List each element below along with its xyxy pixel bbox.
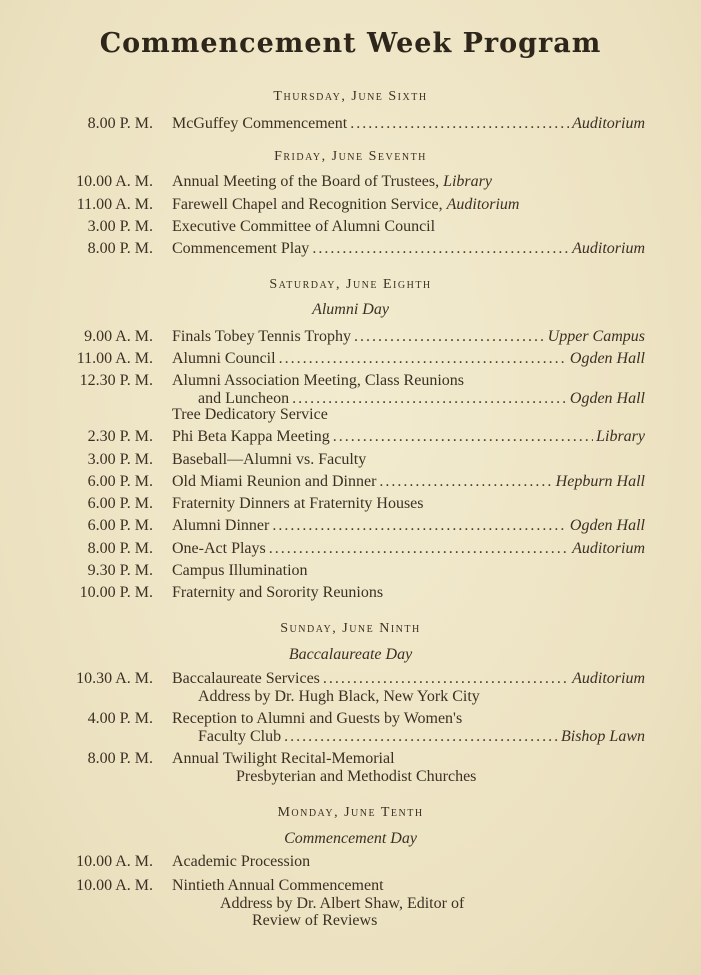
- dot-leader: [333, 428, 593, 446]
- event-continuation: Presbyterian and Methodist Churches: [236, 768, 477, 785]
- dot-leader: [292, 390, 567, 408]
- event-continuation: Review of Reviews: [252, 912, 378, 929]
- dot-leader: [323, 670, 569, 688]
- event-location: Ogden Hall: [569, 390, 645, 407]
- event-row: [0, 562, 701, 584]
- event-continuation: Address by Dr. Albert Shaw, Editor of: [220, 895, 465, 912]
- event-continuation: Faculty Club: [198, 728, 282, 745]
- day-heading-sunday: Sunday, June Ninth: [280, 621, 421, 636]
- event-title: Baccalaureate Services: [172, 670, 320, 687]
- event-title: Nintieth Annual Commencement: [172, 877, 384, 894]
- event-continuation: Address by Dr. Hugh Black, New York City: [198, 688, 480, 705]
- event-title: Commencement Play: [172, 240, 310, 257]
- event-row: [0, 428, 701, 450]
- event-location: Library: [596, 428, 645, 445]
- event-time: 2.30 P. M.: [87, 428, 153, 445]
- event-title: Campus Illumination: [172, 562, 308, 579]
- event-title: Alumni Association Meeting, Class Reunions: [172, 372, 464, 389]
- event-time: 6.00 P. M.: [87, 517, 153, 534]
- day-heading-monday: Monday, June Tenth: [277, 805, 424, 820]
- event-row: [0, 196, 701, 218]
- event-row-continued: [0, 728, 701, 750]
- event-title: Reception to Alumni and Guests by Women's: [172, 710, 463, 727]
- day-subheading: Commencement Day: [284, 830, 417, 847]
- event-row: [0, 517, 701, 539]
- event-row: [0, 473, 701, 495]
- event-location: Auditorium: [446, 196, 520, 213]
- event-time: 10.00 A. M.: [76, 853, 153, 870]
- event-title: Annual Meeting of the Board of Trustees,: [172, 173, 440, 190]
- event-location: Auditorium: [572, 240, 645, 257]
- dot-leader: [379, 473, 552, 491]
- event-time: 3.00 P. M.: [87, 218, 153, 235]
- event-title: Alumni Dinner: [172, 517, 270, 534]
- event-title: Academic Procession: [172, 853, 311, 870]
- event-time: 3.00 P. M.: [87, 451, 153, 468]
- event-title: Alumni Council: [172, 350, 276, 367]
- dot-leader: [354, 328, 545, 346]
- day-subheading: Alumni Day: [312, 301, 389, 318]
- event-time: 10.00 A. M.: [76, 173, 153, 190]
- event-location: Upper Campus: [547, 328, 645, 345]
- event-row: [0, 115, 701, 137]
- event-time: 9.00 A. M.: [84, 328, 153, 345]
- dot-leader: [312, 240, 569, 258]
- dot-leader: [350, 115, 569, 133]
- event-time: 11.00 A. M.: [76, 196, 153, 213]
- event-location: Auditorium: [572, 540, 645, 557]
- day-heading-saturday: Saturday, June Eighth: [269, 277, 432, 292]
- event-row: [0, 328, 701, 350]
- event-location: Ogden Hall: [569, 350, 645, 367]
- event-title: Fraternity and Sorority Reunions: [172, 584, 384, 601]
- event-row-continued: [0, 390, 701, 412]
- event-time: 8.00 P. M.: [87, 115, 153, 132]
- event-continuation: Tree Dedicatory Service: [172, 406, 328, 423]
- dot-leader: [272, 517, 567, 535]
- event-title: Annual Twilight Recital-Memorial: [172, 750, 395, 767]
- event-location: Auditorium: [572, 670, 645, 687]
- page-title: Commencement Week Program: [99, 28, 602, 59]
- event-location: Hepburn Hall: [555, 473, 645, 490]
- event-time: 8.00 P. M.: [87, 750, 153, 767]
- event-location: Auditorium: [572, 115, 645, 132]
- dot-leader: [284, 728, 558, 746]
- event-row: [0, 173, 701, 195]
- event-location: Ogden Hall: [569, 517, 645, 534]
- event-row: [0, 540, 701, 562]
- event-location: Library: [443, 173, 492, 190]
- event-time: 8.00 P. M.: [87, 240, 153, 257]
- event-time: 11.00 A. M.: [76, 350, 153, 367]
- event-row: [0, 495, 701, 517]
- event-time: 4.00 P. M.: [87, 710, 153, 727]
- event-title: One-Act Plays: [172, 540, 266, 557]
- event-time: 6.00 P. M.: [87, 495, 153, 512]
- event-row: [0, 218, 701, 240]
- event-location: Bishop Lawn: [560, 728, 645, 745]
- event-title: Old Miami Reunion and Dinner: [172, 473, 377, 490]
- event-continuation: and Luncheon: [198, 390, 290, 407]
- event-row: [0, 853, 701, 875]
- event-row: [0, 350, 701, 372]
- day-heading-friday: Friday, June Seventh: [274, 149, 427, 164]
- dot-leader: [279, 350, 567, 368]
- event-row: [0, 240, 701, 262]
- event-row: [0, 584, 701, 606]
- event-title: Finals Tobey Tennis Trophy: [172, 328, 351, 345]
- event-time: 9.30 P. M.: [87, 562, 153, 579]
- dot-leader: [269, 540, 569, 558]
- event-time: 10.30 A. M.: [76, 670, 153, 687]
- event-time: 8.00 P. M.: [87, 540, 153, 557]
- event-title: Fraternity Dinners at Fraternity Houses: [172, 495, 424, 512]
- event-title: Baseball—Alumni vs. Faculty: [172, 451, 367, 468]
- event-time: 10.00 A. M.: [76, 877, 153, 894]
- event-title: Executive Committee of Alumni Council: [172, 218, 436, 235]
- day-subheading: Baccalaureate Day: [288, 646, 413, 663]
- event-title: Phi Beta Kappa Meeting: [172, 428, 330, 445]
- event-time: 6.00 P. M.: [87, 473, 153, 490]
- event-time: 12.30 P. M.: [79, 372, 153, 389]
- event-time: 10.00 P. M.: [79, 584, 153, 601]
- event-row: [0, 451, 701, 473]
- event-title: Farewell Chapel and Recognition Service,: [172, 196, 443, 213]
- day-heading-thursday: Thursday, June Sixth: [273, 89, 428, 104]
- event-title: McGuffey Commencement: [172, 115, 348, 132]
